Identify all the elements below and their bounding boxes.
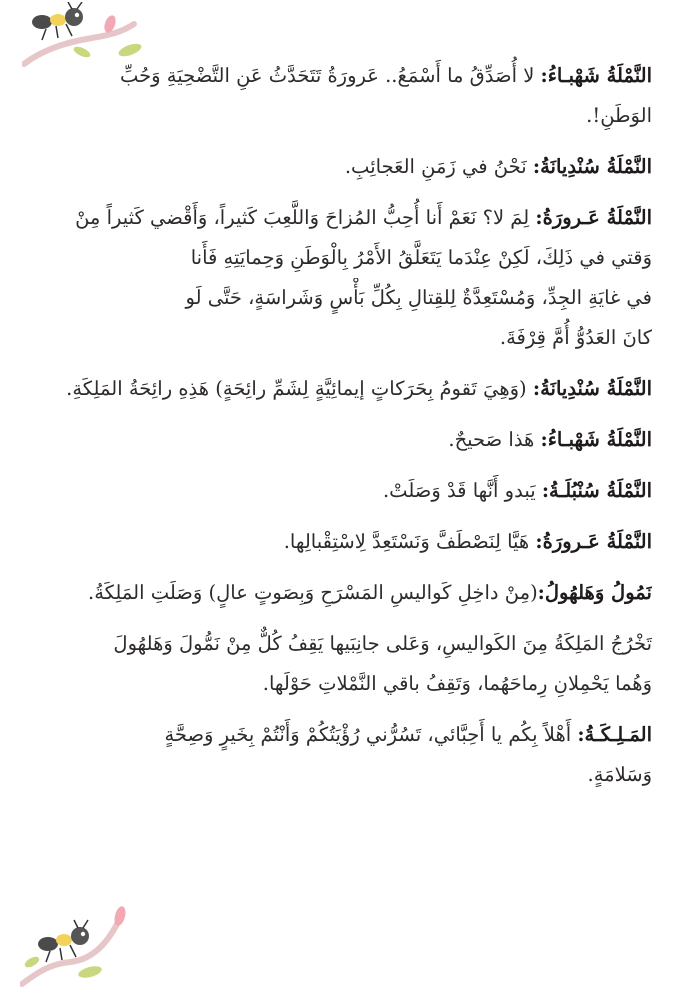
- dialogue-line-shahbaa-2: [62, 420, 652, 460]
- text-line: [62, 369, 652, 409]
- ant-on-branch-icon: [20, 902, 130, 992]
- speaker-name: النَّمْلَةُ عَـرورَةُ:: [535, 530, 652, 553]
- text-line: [62, 573, 652, 613]
- dialogue-line-shahbaa-1: [62, 56, 652, 136]
- speaker-name: النَّمْلَةُ سُنْبُلَـةُ:: [541, 479, 652, 502]
- dialogue-text: لِمَ لا؟ نَعَمْ أَنا أُحِبُّ المُزاحَ وَاللَّعِبَ كَثيراً، وَأَقْضي كَثيراً مِنْ: [75, 206, 536, 229]
- text-line: [62, 278, 652, 318]
- dialogue-line-namoul-halhoul: [62, 573, 652, 613]
- stage-direction-text: تَخْرُجُ المَلِكَةُ مِنَ الكَواليسِ، وَعَلى جانِبَيها يَقِفُ كُلٌّ مِنْ نَمُّولَ وَهَلهُولَ: [113, 632, 652, 655]
- stage-direction: [62, 624, 652, 704]
- text-line: [62, 715, 652, 755]
- text-line: [62, 755, 652, 795]
- text-line: [62, 664, 652, 704]
- text-line: [62, 238, 652, 278]
- speaker-name: النَّمْلَةُ سُنْدِيانَةُ:: [532, 155, 652, 178]
- dialogue-text: نَحْنُ في زَمَنِ العَجائِبِ.: [344, 155, 533, 178]
- speaker-name: نَمُولُ وَهَلهُولُ:: [537, 581, 652, 604]
- speaker-name: النَّمْلَةُ عَـرورَةُ:: [535, 206, 652, 229]
- dialogue-text: وَسَلامَةٍ.: [587, 763, 652, 786]
- dialogue-line-queen: [62, 715, 652, 795]
- dialogue-text: كانَ العَدُوُّ أُمَّ قِرْفَةَ.: [499, 326, 652, 349]
- dialogue-text: الوَطَنِ!.: [586, 104, 652, 127]
- text-line: [62, 147, 652, 187]
- speaker-name: النَّمْلَةُ سُنْدِيانَةُ:: [532, 377, 652, 400]
- dialogue-line-arura-2: [62, 522, 652, 562]
- speaker-name: المَـلِـكَـةُ:: [577, 723, 652, 746]
- stage-direction-text: وَهُما يَحْمِلانِ رِماحَهُما، وَتَقِفُ باقي النَّمْلاتِ حَوْلَها.: [262, 672, 652, 695]
- dialogue-text: في غايَةِ الجِدِّ، وَمُسْتَعِدَّةٌ لِلقِتالِ بِكُلِّ بَأْسٍ وَشَراسَةٍ، حَتَّى لَو: [185, 286, 652, 309]
- dialogue-text: هَذا صَحيحٌ.: [448, 428, 541, 451]
- dialogue-text: هَيَّا لِنَصْطَفَّ وَنَسْتَعِدَّ لِاسْتِقْبالِها.: [283, 530, 536, 553]
- dialogue-text: يَبدو أَنَّها قَدْ وَصَلَتْ.: [382, 479, 542, 502]
- dialogue-text: (وَهِيَ تَقومُ بِحَرَكاتٍ إيمائِيَّةٍ لِشَمِّ رائِحَةٍ) هَذِهِ رائِحَةُ المَلِكَةِ.: [66, 377, 533, 400]
- dialogue-line-sindiyana-2: [62, 369, 652, 409]
- dialogue-text: أَهْلاً بِكُم يا أَحِبَّائي، تَسُرُّني رُؤْيَتُكُمْ وَأَنْتُمْ بِخَيرٍ وَصِحَّةٍ: [164, 723, 578, 746]
- text-line: [62, 198, 652, 238]
- speaker-name: النَّمْلَةُ شَهْبـاءُ:: [540, 64, 652, 87]
- speaker-name: النَّمْلَةُ شَهْبـاءُ:: [540, 428, 652, 451]
- text-line: [62, 56, 652, 96]
- dialogue-line-sunbula-1: [62, 471, 652, 511]
- text-line: [62, 522, 652, 562]
- script-text: [62, 56, 652, 795]
- dialogue-line-arura-1: [62, 198, 652, 358]
- text-line: [62, 96, 652, 136]
- text-line: [62, 318, 652, 358]
- dialogue-text: (مِنْ داخِلِ كَواليسِ المَسْرَحِ وَبِصَوتٍ عالٍ) وَصَلَتِ المَلِكَةُ.: [88, 581, 538, 604]
- text-line: [62, 471, 652, 511]
- dialogue-line-sindiyana-1: [62, 147, 652, 187]
- dialogue-text: لا أُصَدِّقُ ما أَسْمَعُ.. عَرورَةُ تَتَحَدَّثُ عَنِ التَّضْحِيَةِ وَحُبِّ: [119, 64, 541, 87]
- dialogue-text: وَقتي في ذَلِكَ، لَكِنْ عِنْدَما يَتَعَلَّقُ الأَمْرُ بِالْوَطَنِ وَحِمايَتِهِ فَأَنا: [190, 246, 652, 269]
- text-line: [62, 420, 652, 460]
- text-line: [62, 624, 652, 664]
